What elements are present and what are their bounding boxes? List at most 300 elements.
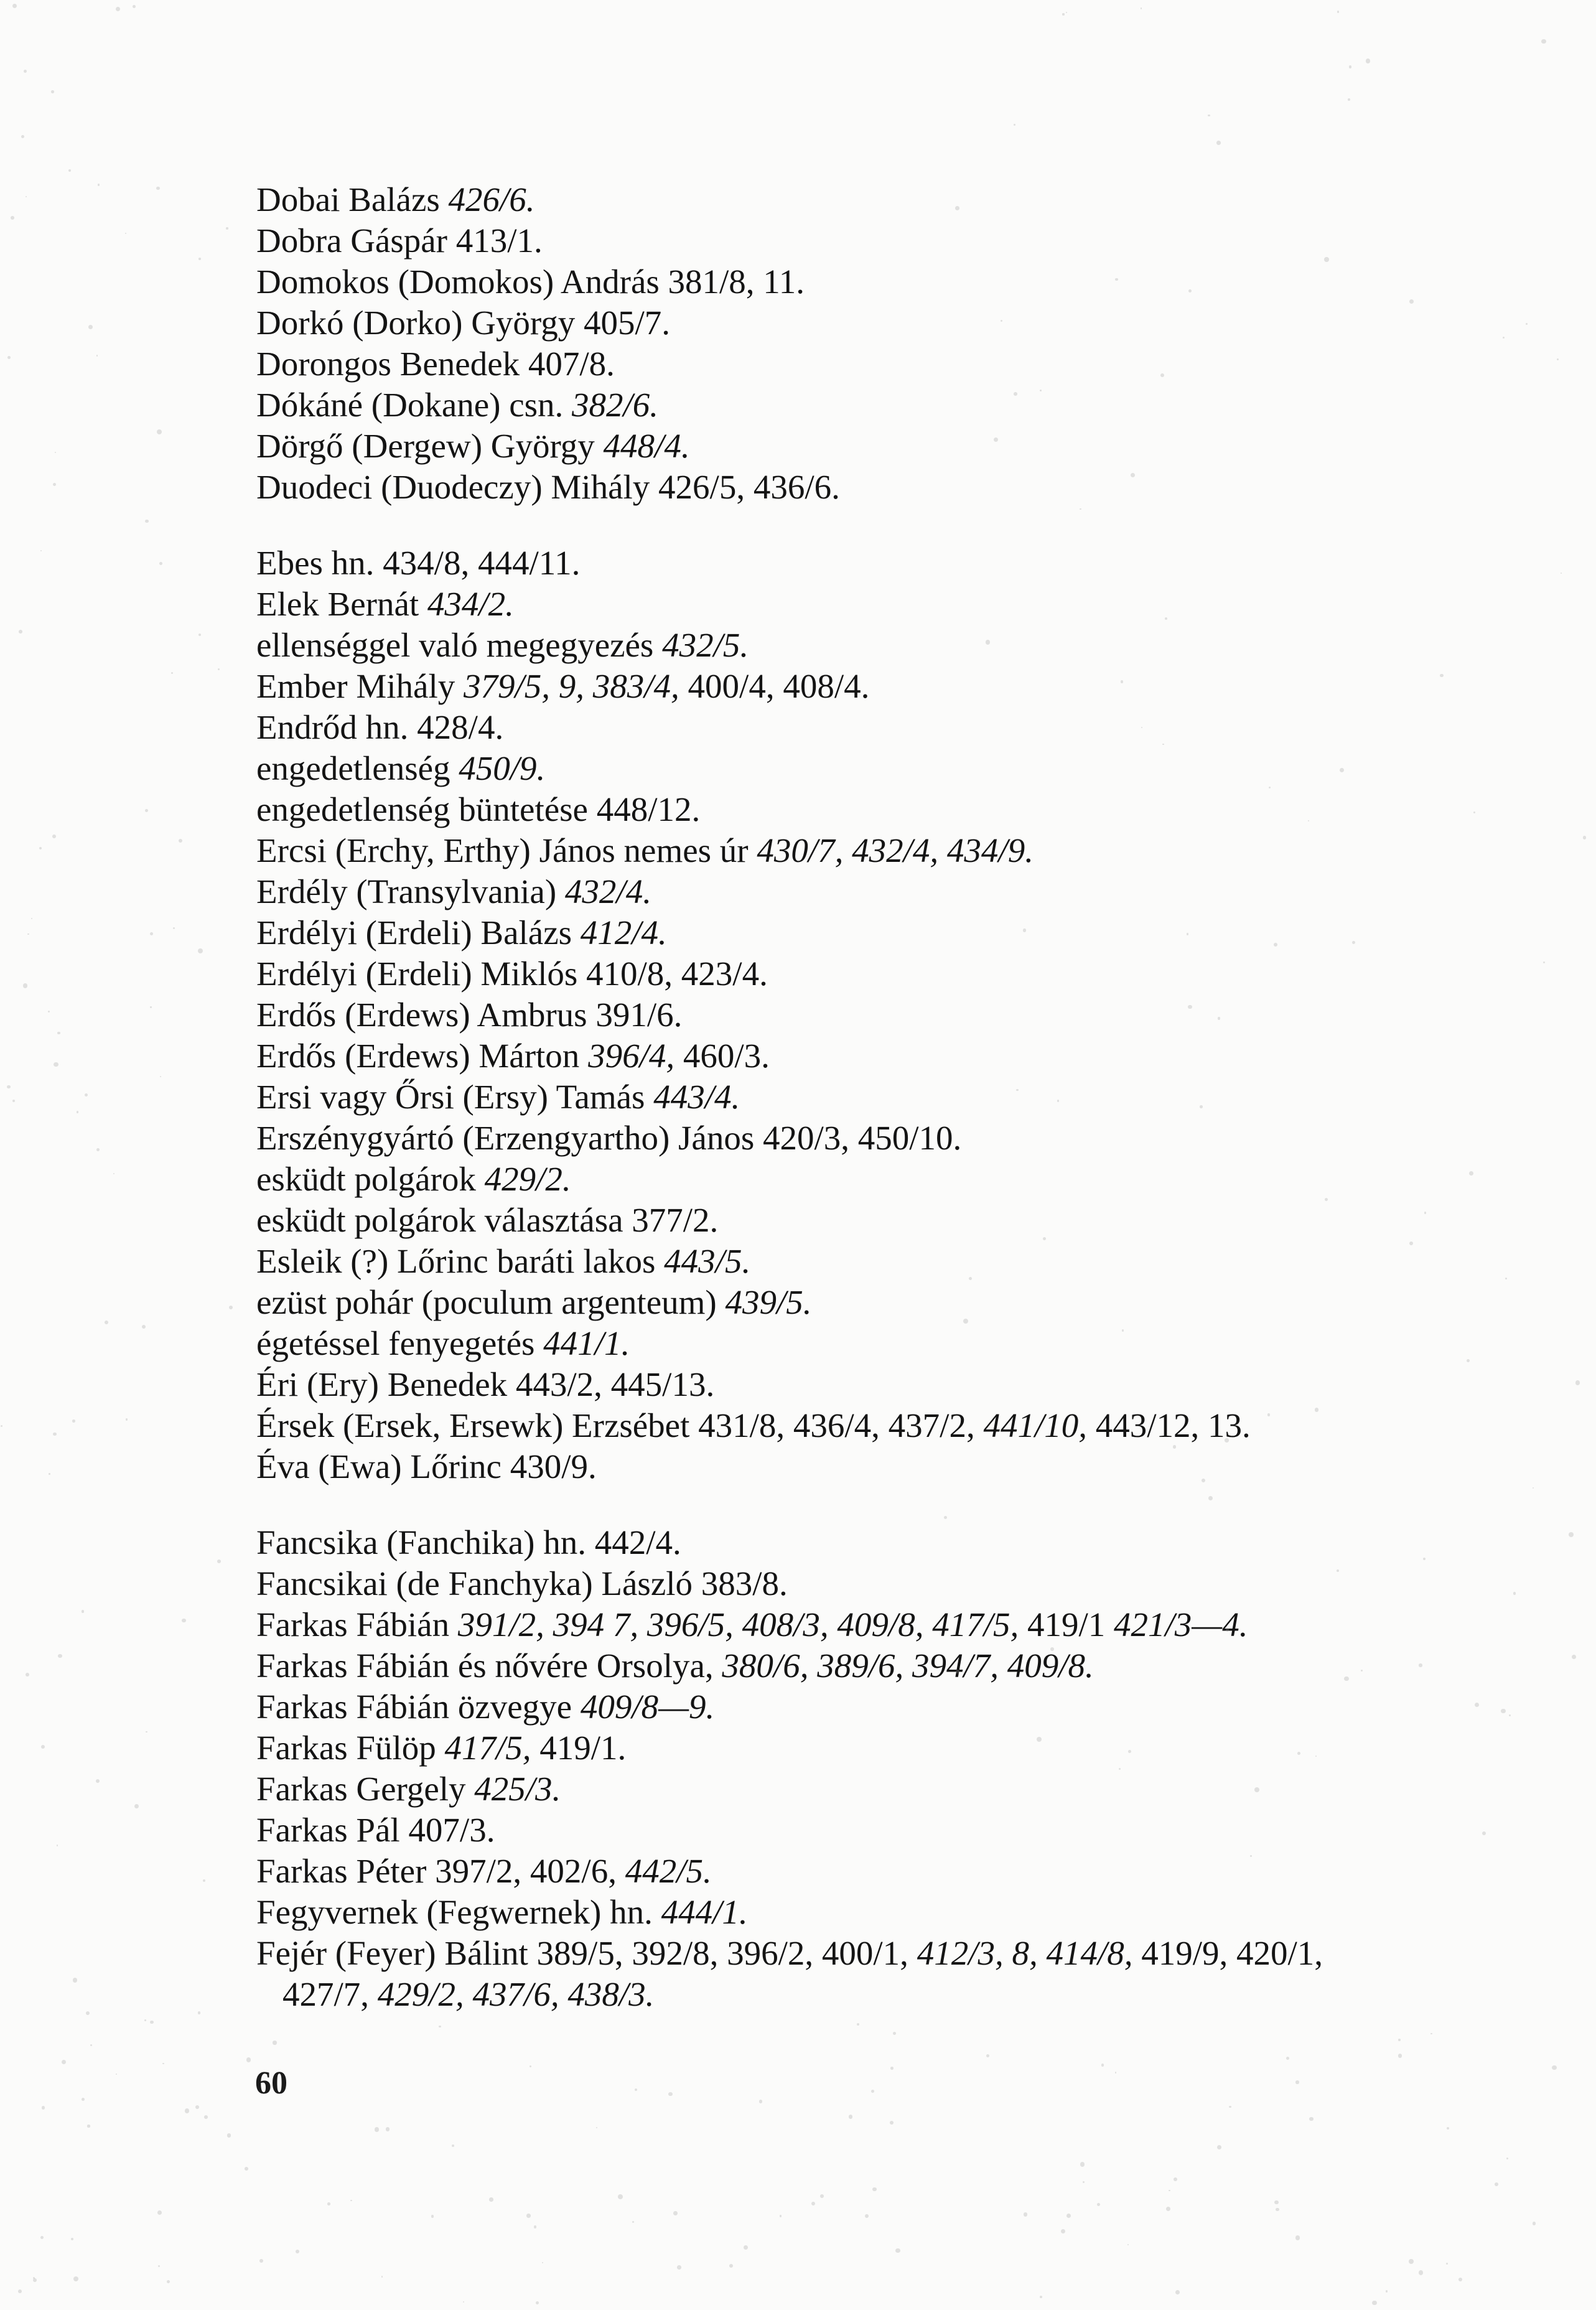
page-reference-italic: 425/3. [474,1770,561,1808]
index-list [256,179,1532,2015]
page-reference-italic: 441/1. [543,1324,630,1362]
scan-speckle [1424,1212,1427,1214]
scan-speckle [116,2074,117,2075]
entry-text: Erdős (Erdews) Márton [256,1037,589,1075]
scan-speckle [986,640,990,644]
scan-speckle [729,2264,733,2268]
scan-speckle [1286,2057,1289,2060]
scan-speckle [96,1148,100,1151]
scan-speckle [167,2280,170,2283]
page-reference-italic: 432/5. [662,626,749,664]
scan-speckle [1162,744,1164,746]
scan-speckle [673,2211,678,2215]
entry-text: Endrőd hn. 428/4. [256,708,504,746]
scan-speckle [1295,2235,1300,2240]
scan-speckle [386,2127,390,2131]
index-entry [256,1686,1532,1728]
entry-text: Erdős (Erdews) Ambrus 391/6. [256,996,683,1034]
scan-speckle [439,2026,441,2027]
scan-speckle [811,2202,815,2205]
scan-speckle [116,7,120,11]
entry-text: Ebes hn. 434/8, 444/11. [256,544,581,582]
page-reference-italic: 432/4. [564,872,651,910]
page-reference-italic: 442/5. [625,1852,712,1890]
scan-speckle [54,1062,58,1067]
index-entry [256,1563,1532,1604]
scan-speckle [90,2044,93,2047]
scan-speckle [452,2144,454,2147]
entry-text: Farkas Péter 397/2, 402/6, [256,1852,625,1890]
scan-speckle [1127,2244,1129,2245]
index-entry [256,1522,1532,1563]
page-reference-italic: 439/5. [725,1283,812,1321]
scan-speckle [596,2127,597,2128]
entry-text: Duodeci (Duodeczy) Mihály 426/5, 436/6. [256,468,840,506]
scan-speckle [158,2265,160,2267]
scan-speckle [1372,2301,1377,2306]
scan-speckle [1216,141,1221,145]
index-entry [256,1241,1532,1282]
entry-text: Fejér (Feyer) Bálint 389/5, 392/8, 396/2, 400/1, [256,1934,917,1972]
scan-speckle [1325,1198,1328,1201]
scan-speckle [530,2065,532,2068]
scan-speckle [48,1011,50,1012]
scan-speckle [381,2276,383,2277]
scan-speckle [1276,2208,1279,2211]
index-entry [256,1892,1532,1933]
scan-speckle [1430,2033,1432,2035]
scan-speckle [1469,1171,1473,1176]
scan-speckle [1175,2290,1180,2294]
scan-speckle [1583,836,1586,839]
scan-speckle [1569,1532,1574,1537]
page-reference-italic: 409/8—9. [580,1688,715,1726]
scan-speckle [1174,2177,1177,2181]
scan-speckle [26,196,27,197]
scan-speckle [1165,617,1167,620]
scan-speckle [41,1745,45,1749]
index-letter-group [256,179,1532,508]
scan-speckle [133,5,136,8]
entry-text: 427/7, [282,1975,378,2013]
scan-speckle [68,169,71,172]
index-entry [256,830,1532,871]
scan-speckle [1505,1278,1507,1279]
scan-speckle [162,2063,164,2064]
entry-text: Dörgő (Dergew) György [256,427,604,465]
scan-speckle [1309,2117,1313,2121]
scan-speckle [1561,573,1562,574]
scan-speckle [635,2088,637,2091]
index-entry [256,1645,1532,1686]
scan-speckle [1101,2064,1104,2066]
scan-speckle [350,2200,352,2202]
scan-speckle [536,2301,539,2304]
index-entry [256,1851,1532,1892]
scan-speckle [26,1673,29,1676]
scan-speckle [668,2092,672,2096]
scan-speckle [1225,1438,1228,1442]
page-reference-italic: 441/10, [983,1406,1087,1444]
scan-speckle [53,1433,57,1436]
page-reference-italic: 448/4. [603,427,690,465]
page-reference-italic: 412/3, 8, 414/8, [917,1934,1133,1972]
scan-speckle [159,562,162,565]
scan-speckle [1062,13,1064,15]
index-entry [256,1159,1532,1200]
scan-speckle [1366,58,1371,63]
scan-speckle [1557,358,1559,360]
scan-speckle [890,2067,894,2070]
scan-speckle [1229,2106,1231,2108]
scan-speckle [96,1779,100,1783]
scan-speckle [7,356,11,359]
scan-speckle [82,1610,85,1613]
scan-speckle [71,2238,73,2240]
scan-speckle [1115,2072,1117,2074]
page-reference-italic: 434/2. [427,585,514,623]
scan-speckle [1226,1628,1229,1631]
scan-speckle [1509,1714,1511,1716]
entry-text: Farkas Pál 407/3. [256,1811,495,1849]
entry-text: 419/1. [531,1729,627,1767]
entry-text: Éri (Ery) Benedek 443/2, 445/13. [256,1365,715,1403]
scan-speckle [195,2105,200,2110]
scan-speckle [18,2289,22,2293]
scan-speckle [226,227,228,229]
scan-speckle [1024,2212,1028,2217]
scan-speckle [57,1032,60,1035]
entry-text: 419/9, 420/1, [1132,1934,1323,1972]
scan-speckle [245,2167,248,2171]
scan-speckle [150,932,153,935]
scan-speckle [1398,2039,1401,2041]
scan-speckle [1,1425,2,1427]
scan-speckle [1267,1413,1270,1416]
scan-speckle [86,2011,90,2015]
scan-speckle [12,1100,15,1102]
index-entry [256,912,1532,953]
scan-speckle [534,2225,537,2228]
entry-text: Farkas Fülöp [256,1729,445,1767]
scan-speckle [1208,115,1210,116]
scan-speckle [144,2019,146,2021]
scan-speckle [113,1173,114,1174]
scan-speckle [259,2259,263,2263]
index-entry [256,179,1532,220]
scan-speckle [780,2215,782,2217]
scan-speckle [156,187,159,190]
scan-speckle [1409,1242,1413,1245]
scan-speckle [1169,2190,1170,2192]
scan-speckle [542,2262,543,2263]
scan-speckle [88,325,93,329]
index-entry [256,344,1532,385]
scan-speckle [489,2197,493,2202]
scan-speckle [87,2125,90,2127]
scan-speckle [62,2060,66,2064]
index-letter-group [256,543,1532,1487]
page-reference-italic: 429/2, 437/6, 438/3. [377,1975,655,2013]
scan-speckle [1543,961,1545,963]
entry-text: Elek Bernát [256,585,427,623]
scan-speckle [1083,2181,1085,2183]
scan-speckle [126,1418,128,1420]
entry-text: Dorongos Benedek 407/8. [256,345,615,383]
page-reference-italic: 450/9. [459,749,546,787]
page-reference-italic: 382/6. [572,386,659,424]
scan-speckle [857,2023,859,2026]
scan-speckle [53,483,56,486]
entry-text: Esleik (?) Lőrinc baráti lakos [256,1242,665,1280]
page-reference-italic: 412/4. [580,914,667,952]
scan-speckle [1348,98,1350,101]
index-entry-continuation [256,1974,1532,2015]
scan-speckle [1254,1787,1259,1792]
scan-speckle [150,1006,152,1008]
entry-text: 443/12, 13. [1087,1406,1251,1444]
scan-speckle [895,2248,900,2253]
scan-speckle [1050,1647,1054,1651]
scan-speckle [1447,2127,1449,2130]
scan-speckle [51,90,54,93]
scan-speckle [1340,768,1344,772]
index-letter-group [256,1522,1532,2015]
scan-speckle [893,2032,896,2035]
scan-speckle [375,2127,379,2131]
index-entry [256,666,1532,707]
page-reference-italic: 417/5, [444,1729,531,1767]
scan-speckle [1552,2065,1557,2070]
scan-speckle [1495,2182,1498,2186]
page-number: 60 [255,2065,287,2101]
scan-speckle [1128,1750,1131,1753]
scan-speckle [820,2194,824,2198]
scan-speckle [146,1731,147,1733]
scan-speckle [1023,928,1026,932]
scan-speckle [1572,1655,1576,1659]
entry-text: Dobai Balázs [256,180,449,218]
scan-speckle [1187,933,1188,935]
scan-speckle [40,550,42,551]
scan-speckle [1115,278,1118,281]
entry-text: engedetlenség büntetése 448/12. [256,790,701,828]
scan-speckle [1218,1017,1220,1019]
page-reference-italic: 444/1. [661,1893,748,1931]
scan-speckle [142,1325,146,1329]
index-entry [256,1323,1532,1364]
scan-speckle [160,1076,161,1077]
index-entry [256,543,1532,584]
scan-speckle [1200,1105,1202,1108]
entry-text: ezüst pohár (poculum argenteum) [256,1283,726,1321]
scan-speckle [198,634,201,636]
entry-text: Erdély (Transylvania) [256,872,565,910]
entry-text: Ercsi (Erchy, Erthy) János nemes úr [256,831,757,869]
scan-speckle [1202,1479,1205,1482]
entry-text: 400/4, 408/4. [679,667,870,705]
index-entry [256,1604,1532,1645]
scan-speckle [1409,2259,1414,2264]
scan-speckle [173,927,175,929]
scan-speckle [49,1473,50,1475]
scan-speckle [217,1559,221,1563]
scan-speckle [1066,12,1067,13]
entry-text: esküdt polgárok választása 377/2. [256,1201,719,1239]
scan-speckle [150,2021,154,2024]
page-reference-italic: 421/3—4. [1114,1606,1248,1644]
scan-speckle [246,2057,251,2062]
scan-speckle [890,2121,894,2125]
scan-speckle [1097,2203,1100,2206]
scan-speckle [24,70,27,73]
scan-speckle [327,2202,330,2205]
scan-speckle [1274,2200,1278,2204]
index-entry [256,584,1532,625]
scan-speckle [1349,65,1352,68]
scan-speckle [134,1804,139,1808]
entry-text: Fegyvernek (Fegwernek) hn. [256,1893,661,1931]
scan-speckle [526,2214,531,2218]
scan-speckle [986,2054,989,2057]
scan-speckle [1344,1676,1349,1681]
scan-speckle [157,2210,162,2215]
index-entry [256,1405,1532,1446]
scan-speckle [1040,2296,1042,2298]
index-entry [256,1282,1532,1323]
scan-speckle [744,2245,748,2250]
index-entry [256,1200,1532,1241]
scan-speckle [463,2301,464,2303]
index-entry [256,1118,1532,1159]
index-entry [256,871,1532,912]
scan-speckle [759,2100,762,2103]
page-reference-italic: 396/4, [588,1037,675,1075]
entry-text: Farkas Fábián és nővére Orsolya, [256,1647,722,1685]
index-entry [256,1728,1532,1769]
scan-speckle [1458,2278,1462,2281]
entry-text: engedetlenség [256,749,459,787]
page-reference-italic: 426/6. [448,180,535,218]
scan-speckle [145,809,148,812]
scan-speckle [1419,2270,1423,2275]
scan-speckle [1080,2162,1085,2166]
scan-speckle [229,1306,233,1309]
page-reference-italic: 443/5. [664,1242,751,1280]
scan-speckle [203,1879,205,1882]
index-entry [256,220,1532,261]
scan-speckle [1324,257,1329,262]
entry-text: Erszénygyártó (Erzengyartho) János 420/3, 450/10. [256,1119,962,1157]
scan-speckle [1121,680,1124,683]
scan-speckle [72,1419,75,1423]
index-entry [256,1933,1532,2015]
scan-speckle [23,983,28,988]
entry-text: égetéssel fenyegetés [256,1324,544,1362]
index-entry [256,1446,1532,1487]
scan-speckle [1057,1100,1059,1101]
entry-text: Fancsika (Fanchika) hn. 442/4. [256,1523,681,1561]
scan-speckle [179,839,182,843]
scan-speckle [157,429,162,434]
scan-speckle [1533,1487,1534,1489]
index-entry [256,467,1532,508]
scan-speckle [7,1085,10,1088]
scan-speckle [1337,1569,1339,1572]
scan-speckle [1061,2229,1065,2233]
page-reference-italic: 429/2. [484,1160,571,1198]
scan-speckle [1386,2290,1388,2293]
scan-speckle [1419,1663,1422,1667]
scan-speckle [98,184,100,186]
scan-speckle [1217,2145,1221,2149]
index-entry [256,1077,1532,1118]
scan-speckle [1014,124,1015,125]
entry-text: Fancsikai (de Fanchyka) László 383/8. [256,1564,788,1602]
scan-speckle [31,918,32,919]
scan-speckle [85,1093,88,1097]
scan-speckle [1295,2080,1299,2083]
index-entry [256,953,1532,994]
scan-speckle [198,948,203,953]
entry-text: 460/3. [674,1037,770,1075]
entry-text: Domokos (Domokos) András 381/8, 11. [256,263,805,301]
scan-speckle [204,2115,208,2119]
index-entry [256,1364,1532,1405]
scan-speckle [1506,2158,1508,2159]
scan-speckle [198,2011,201,2014]
scan-speckle [1398,2054,1402,2058]
page-reference-italic: 379/5, 9, 383/4, [463,667,679,705]
index-entry [256,426,1532,467]
scan-speckle [632,2221,635,2223]
scan-speckle [296,2250,299,2253]
entry-text: Éva (Ewa) Lőrinc 430/9. [256,1447,597,1485]
scan-speckle [125,233,126,234]
scan-speckle [618,2194,623,2199]
scan-speckle [1315,1408,1319,1412]
scan-speckle [1250,1855,1251,1856]
scan-speckle [969,1277,972,1280]
scan-speckle [872,2187,877,2192]
scan-speckle [1040,390,1042,391]
scan-speckle [40,2236,44,2240]
index-entry [256,789,1532,830]
entry-text: Ersi vagy Őrsi (Ersy) Tamás [256,1078,654,1116]
entry-text: ellenséggel való megegyezés [256,626,663,664]
scan-speckle [52,835,56,838]
index-entry [256,1036,1532,1077]
index-entry [256,1810,1532,1851]
index-entry [256,385,1532,426]
entry-text: Erdélyi (Erdeli) Balázs [256,914,581,952]
scan-speckle [39,847,42,849]
index-entry [256,625,1532,666]
scan-speckle [1541,39,1546,44]
entry-text: Ember Mihály [256,667,464,705]
scan-speckle [218,668,220,670]
page-reference-italic: 443/4. [653,1078,740,1116]
entry-text: Érsek (Ersek, Ersewk) Erzsébet 431/8, 436/4, 437/2, [256,1406,984,1444]
scan-speckle [12,4,17,8]
scan-speckle [1141,7,1142,9]
scan-speckle [956,1670,959,1673]
scan-speckle [77,1111,78,1113]
scan-speckle [171,672,173,674]
scan-speckle [273,2041,276,2044]
scan-speckle [105,1321,108,1324]
scan-speckle [198,258,200,260]
